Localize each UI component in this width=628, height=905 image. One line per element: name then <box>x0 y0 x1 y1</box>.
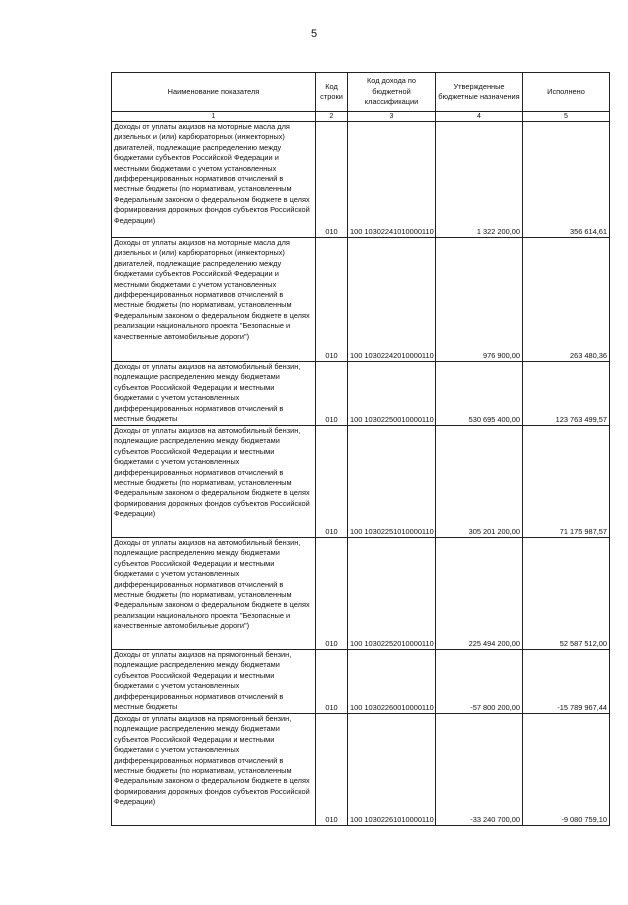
approved-amount: -57 800 200,00 <box>436 650 523 714</box>
budget-code: 100 10302260010000110 <box>348 650 436 714</box>
table-row <box>112 426 610 538</box>
indicator-name: Доходы от уплаты акцизов на автомобильный бензин, подлежащие распределению между бюджетами субъектов Российской Федерации и местными бюджетами с учетом установленных дифференцированных нормативов отчислений в местные бюджеты (по нормативам, установленным Федеральным законом о федеральном бюджете в целях реализации национального проекта "Безопасные и качественные автомобильные дороги") <box>112 538 316 650</box>
indicator-name: Доходы от уплаты акцизов на моторные масла для дизельных и (или) карбюраторных (инжекторных) двигателей, подлежащие распределению между бюджетами субъектов Российской Федерации и местными бюджетами с учетом установленных дифференцированных нормативов отчислений в местные бюджеты (по нормативам, установленным Федеральным законом о федеральном бюджете в целях формирования дорожных фондов субъектов Российской Федерации) <box>112 122 316 238</box>
table-row <box>112 122 610 238</box>
line-code: 010 <box>316 362 348 426</box>
header-name: Наименование показателя <box>112 73 316 112</box>
column-index: 2 <box>316 112 348 122</box>
indicator-name: Доходы от уплаты акцизов на автомобильный бензин, подлежащие распределению между бюджетами субъектов Российской Федерации и местными бюджетами с учетом установленных дифференцированных нормативов отчислений в местные бюджеты <box>112 362 316 426</box>
indicator-name: Доходы от уплаты акцизов на автомобильный бензин, подлежащие распределению между бюджетами субъектов Российской Федерации и местными бюджетами с учетом установленных дифференцированных нормативов отчислений в местные бюджеты (по нормативам, установленным Федеральным законом о федеральном бюджете в целях формирования дорожных фондов субъектов Российской Федерации) <box>112 426 316 538</box>
line-code: 010 <box>316 238 348 362</box>
budget-code: 100 10302241010000110 <box>348 122 436 238</box>
approved-amount: 305 201 200,00 <box>436 426 523 538</box>
executed-amount: -15 789 967,44 <box>523 650 610 714</box>
line-code: 010 <box>316 538 348 650</box>
table-row <box>112 538 610 650</box>
header-approved: Утвержденные бюджетные назначения <box>436 73 523 112</box>
approved-amount: 1 322 200,00 <box>436 122 523 238</box>
budget-code: 100 10302261010000110 <box>348 714 436 826</box>
line-code: 010 <box>316 122 348 238</box>
budget-code: 100 10302250010000110 <box>348 362 436 426</box>
table-row <box>112 362 610 426</box>
indicator-name: Доходы от уплаты акцизов на прямогонный бензин, подлежащие распределению между бюджетами субъектов Российской Федерации и местными бюджетами с учетом установленных дифференцированных нормативов отчислений в местные бюджеты (по нормативам, установленным Федеральным законом о федеральном бюджете в целях формирования дорожных фондов субъектов Российской Федерации) <box>112 714 316 826</box>
column-index: 5 <box>523 112 610 122</box>
table-row <box>112 238 610 362</box>
header-budget-code: Код дохода по бюджетной классификации <box>348 73 436 112</box>
executed-amount: 263 480,36 <box>523 238 610 362</box>
executed-amount: 356 614,61 <box>523 122 610 238</box>
column-index: 4 <box>436 112 523 122</box>
line-code: 010 <box>316 714 348 826</box>
executed-amount: -9 080 759,10 <box>523 714 610 826</box>
line-code: 010 <box>316 426 348 538</box>
indicator-name: Доходы от уплаты акцизов на прямогонный бензин, подлежащие распределению между бюджетами субъектов Российской Федерации и местными бюджетами с учетом установленных дифференцированных нормативов отчислений в местные бюджеты <box>112 650 316 714</box>
approved-amount: 530 695 400,00 <box>436 362 523 426</box>
budget-code: 100 10302251010000110 <box>348 426 436 538</box>
header-executed: Исполнено <box>523 73 610 112</box>
revenue-table <box>111 72 610 826</box>
page-number: 5 <box>310 28 318 40</box>
table-row <box>112 650 610 714</box>
approved-amount: 976 900,00 <box>436 238 523 362</box>
header-line-code: Код строки <box>316 73 348 112</box>
executed-amount: 52 587 512,00 <box>523 538 610 650</box>
line-code: 010 <box>316 650 348 714</box>
executed-amount: 71 175 987,57 <box>523 426 610 538</box>
budget-code: 100 10302252010000110 <box>348 538 436 650</box>
executed-amount: 123 763 499,57 <box>523 362 610 426</box>
approved-amount: -33 240 700,00 <box>436 714 523 826</box>
budget-code: 100 10302242010000110 <box>348 238 436 362</box>
column-index-row <box>112 112 610 122</box>
column-index: 1 <box>112 112 316 122</box>
header-row <box>112 73 610 112</box>
table-row <box>112 714 610 826</box>
approved-amount: 225 494 200,00 <box>436 538 523 650</box>
column-index: 3 <box>348 112 436 122</box>
indicator-name: Доходы от уплаты акцизов на моторные масла для дизельных и (или) карбюраторных (инжекторных) двигателей, подлежащие распределению между бюджетами субъектов Российской Федерации и местными бюджетами с учетом установленных дифференцированных нормативов отчислений в местные бюджеты (по нормативам, установленным Федеральным законом о федеральном бюджете в целях реализации национального проекта "Безопасные и качественные автомобильные дороги") <box>112 238 316 362</box>
